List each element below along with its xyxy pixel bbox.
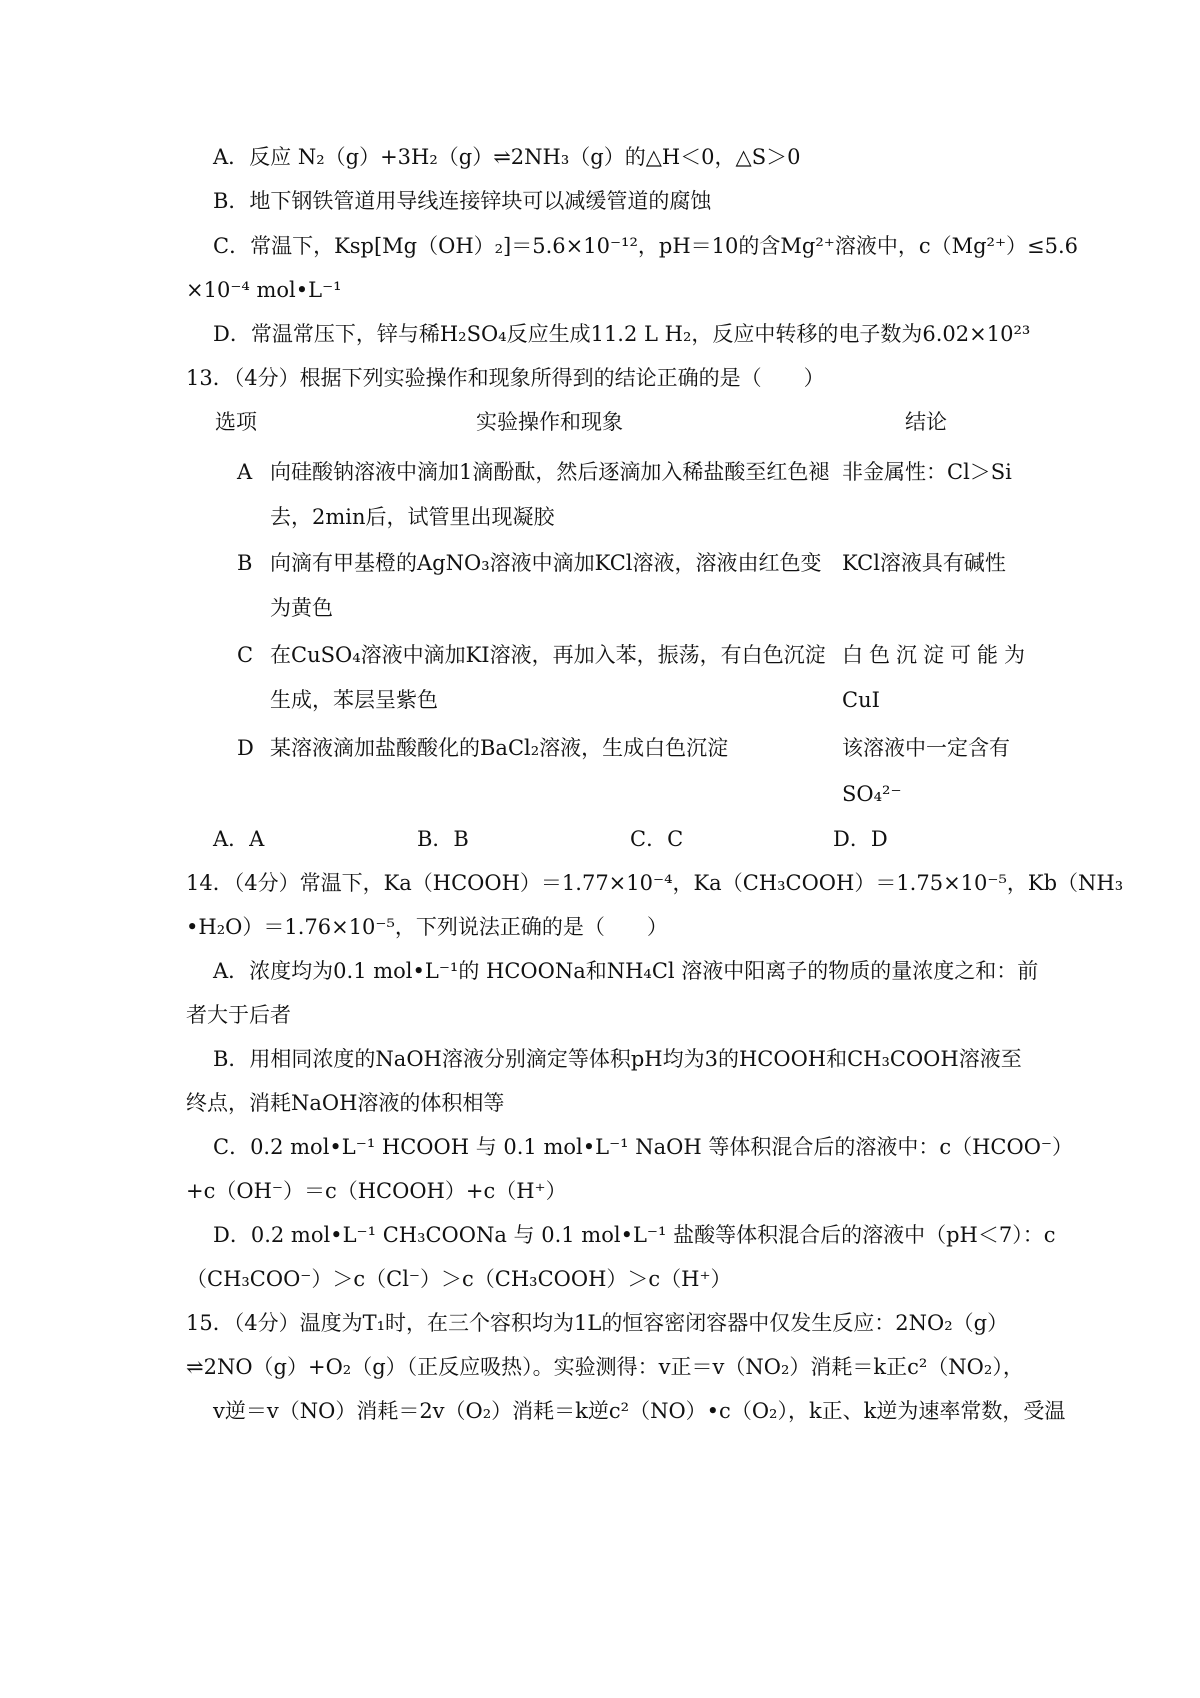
q13-row-label: D xyxy=(237,736,254,760)
q14-stem: 14．（4分）常温下，Ka（HCOOH）＝1.77×10⁻⁴，Ka（CH₃COOH）＝1.75×10⁻⁵，Kb（NH₃ xyxy=(186,871,1124,895)
q13-row-conclusion: 非金属性：Cl＞Si xyxy=(842,460,1012,484)
q13-row-conclusion-cont: CuI xyxy=(842,688,880,712)
q13-row-operation-cont: 生成，苯层呈紫色 xyxy=(270,688,438,712)
q14-option-c: C．0.2 mol•L⁻¹ HCOOH 与 0.1 mol•L⁻¹ NaOH 等体积混合后的溶液中：c（HCOO⁻） xyxy=(213,1135,1074,1159)
q15-stem: 15．（4分）温度为T₁时，在三个容积均为1L的恒容密闭容器中仅发生反应：2NO₂（g） xyxy=(186,1311,1009,1335)
q14-option-d: D．0.2 mol•L⁻¹ CH₃COONa 与 0.1 mol•L⁻¹ 盐酸等体积混合后的溶液中（pH＜7）：c xyxy=(213,1223,1056,1247)
q13-row-conclusion: 白色沉淀可能为 xyxy=(842,643,1031,667)
q14-stem-cont: •H₂O）＝1.76×10⁻⁵，下列说法正确的是（ ） xyxy=(186,915,668,939)
q13-row-conclusion: 该溶液中一定含有 xyxy=(842,736,1010,760)
q13-choice-a: A．A xyxy=(213,827,265,851)
q12-option-b: B．地下钢铁管道用导线连接锌块可以减缓管道的腐蚀 xyxy=(213,189,712,213)
q12-option-a: A．反应 N₂（g）+3H₂（g）⇌2NH₃（g）的△H＜0，△S＞0 xyxy=(213,145,801,169)
q12-option-c: C．常温下，Ksp[Mg（OH）₂]＝5.6×10⁻¹²，pH＝10的含Mg²⁺溶液中，c（Mg²⁺）≤5.6 xyxy=(213,234,1079,258)
q12-option-c-cont: ×10⁻⁴ mol•L⁻¹ xyxy=(186,278,342,302)
q13-choice-d: D．D xyxy=(833,827,888,851)
q13-header-conclusion: 结论 xyxy=(905,410,947,434)
q13-header-operation: 实验操作和现象 xyxy=(476,410,623,434)
q13-choice-b: B．B xyxy=(417,827,469,851)
q13-row-label: A xyxy=(237,460,253,484)
q13-row-operation: 某溶液滴加盐酸酸化的BaCl₂溶液，生成白色沉淀 xyxy=(270,736,729,760)
q15-stem-cont-1: ⇌2NO（g）+O₂（g）（正反应吸热）。实验测得：v正＝v（NO₂）消耗＝k正c²（NO₂）， xyxy=(186,1355,1024,1379)
q14-option-b-cont: 终点，消耗NaOH溶液的体积相等 xyxy=(186,1091,505,1115)
q13-row-conclusion: KCl溶液具有碱性 xyxy=(842,551,1006,575)
q13-row-operation-cont: 为黄色 xyxy=(270,596,333,620)
q13-row-operation-cont: 去，2min后，试管里出现凝胶 xyxy=(270,505,555,529)
q13-row-operation: 在CuSO₄溶液中滴加KI溶液，再加入苯，振荡，有白色沉淀 xyxy=(270,643,826,667)
q14-option-d-cont: （CH₃COO⁻）＞c（Cl⁻）＞c（CH₃COOH）＞c（H⁺） xyxy=(186,1267,732,1291)
q13-choice-c: C．C xyxy=(630,827,684,851)
q13-stem: 13．（4分）根据下列实验操作和现象所得到的结论正确的是（ ） xyxy=(186,366,825,390)
q14-option-b: B．用相同浓度的NaOH溶液分别滴定等体积pH均为3的HCOOH和CH₃COOH溶液至 xyxy=(213,1047,1022,1071)
q12-option-d: D．常温常压下，锌与稀H₂SO₄反应生成11.2 L H₂，反应中转移的电子数为6.02×10²³ xyxy=(213,322,1031,346)
q13-header-option: 选项 xyxy=(215,410,257,434)
q13-row-label: B xyxy=(237,551,253,575)
q14-option-a: A．浓度均为0.1 mol•L⁻¹的 HCOONa和NH₄Cl 溶液中阳离子的物质的量浓度之和：前 xyxy=(213,959,1039,983)
q13-row-label: C xyxy=(237,643,254,667)
q14-option-a-cont: 者大于后者 xyxy=(186,1003,291,1027)
q13-row-conclusion-cont: SO₄²⁻ xyxy=(842,782,902,806)
q13-row-operation: 向硅酸钠溶液中滴加1滴酚酞，然后逐滴加入稀盐酸至红色褪 xyxy=(270,460,830,484)
q14-option-c-cont: +c（OH⁻）＝c（HCOOH）+c（H⁺） xyxy=(186,1179,567,1203)
q13-row-operation: 向滴有甲基橙的AgNO₃溶液中滴加KCl溶液，溶液由红色变 xyxy=(270,551,822,575)
q15-stem-cont-2: v逆＝v（NO）消耗＝2v（O₂）消耗＝k逆c²（NO）•c（O₂），k正、k逆为速率常数，受温 xyxy=(213,1399,1066,1423)
